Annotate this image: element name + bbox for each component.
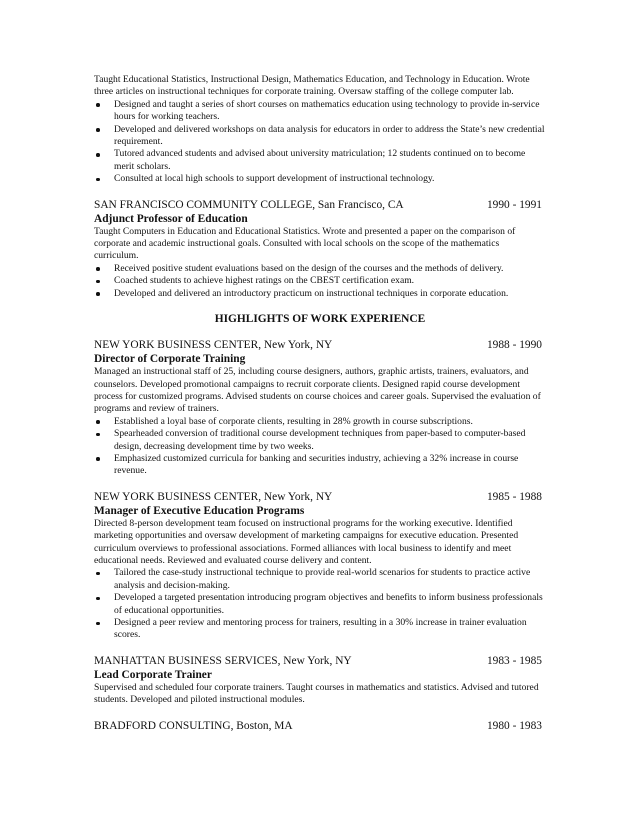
job-header-manhattan [94, 654, 546, 668]
bullet-item: Coached students to achieve highest ratings on the CBEST certification exam. [94, 275, 546, 287]
bullet-item: Tailored the case-study instructional technique to provide real-world scenarios for students to practice active analysis and decision-making. [94, 567, 546, 592]
bullet-item: Consulted at local high schools to support development of instructional technology. [94, 173, 546, 185]
job-title: Manager of Executive Education Programs [94, 504, 305, 517]
job-title: Adjunct Professor of Education [94, 212, 248, 225]
bullet-item: Designed and taught a series of short courses on mathematics education using technology to provide in-service hours for working teachers. [94, 99, 546, 124]
bullet-item: Emphasized customized curricula for banking and securities industry, achieving a 32% increase in course revenue. [94, 453, 546, 478]
job-summary: Taught Computers in Education and Educational Statistics. Wrote and presented a paper on the comparison of corporate and academic instructional goals. Consulted with local schools on the scope of the mathematics curriculum. [94, 225, 516, 262]
resume-page [94, 74, 546, 733]
job-header-nybc-director [94, 338, 546, 352]
intro-bullet-list [94, 99, 546, 186]
job-dates: 1985 - 1988 [486, 490, 542, 503]
bullet-item: Designed a peer review and mentoring process for trainers, resulting in a 30% increase in trainer evaluation scores. [94, 617, 546, 642]
job-summary: Managed an instructional staff of 25, including course designers, authors, graphic artists, trainers, evaluators, and counselors. Developed promotional campaigns to recruit corporate clients. Designed rapid course development process for customized programs. Advised students on course choices and career goals. Supervised the evaluation of programs and review of trainers. [94, 366, 541, 415]
employer: BRADFORD CONSULTING, Boston, MA [94, 719, 293, 732]
intro-paragraph: Taught Educational Statistics, Instructional Design, Mathematics Education, and Technology in Education. Wrote three articles on instructional techniques for corporate training. Oversaw staffing of the college computer lab. [94, 74, 530, 98]
job-title: Director of Corporate Training [94, 353, 246, 366]
job-summary: Supervised and scheduled four corporate trainers. Taught courses in mathematics and statistics. Advised and tutored students. Developed and piloted instructional modules. [94, 681, 539, 706]
job-header-sfcc [94, 198, 546, 212]
employer: SAN FRANCISCO COMMUNITY COLLEGE, San Francisco, CA [94, 198, 404, 211]
bullet-item: Received positive student evaluations based on the design of the courses and the methods of delivery. [94, 263, 546, 275]
job-title: Lead Corporate Trainer [94, 668, 212, 681]
bullet-item: Developed and delivered workshops on data analysis for educators in order to address the State’s new credential requirement. [94, 124, 546, 149]
sfcc-bullet-list [94, 263, 546, 300]
job-header-nybc-manager [94, 490, 546, 504]
job-dates: 1990 - 1991 [486, 198, 542, 211]
job-dates: 1983 - 1985 [486, 654, 542, 667]
employer: NEW YORK BUSINESS CENTER, New York, NY [94, 339, 333, 352]
job-summary: Directed 8-person development team focused on instructional programs for the working executive. Identified marketing opportunities and oversaw development of marketing campaigns for executive education. Presented curriculum overviews to professional associations. Formed alliances with local business to identify and meet educational needs. Reviewed and evaluated course delivery and content. [94, 517, 519, 566]
job-dates: 1988 - 1990 [486, 339, 542, 352]
nybc-manager-bullet-list [94, 567, 546, 641]
job-dates: 1980 - 1983 [486, 719, 542, 732]
employer: NEW YORK BUSINESS CENTER, New York, NY [94, 490, 333, 503]
employer: MANHATTAN BUSINESS SERVICES, New York, NY [94, 654, 352, 667]
nybc-director-bullet-list [94, 416, 546, 478]
bullet-item: Spearheaded conversion of traditional course development techniques from paper-based to computer-based design, decreasing development time by two weeks. [94, 428, 546, 453]
bullet-item: Developed and delivered an introductory practicum on instructional techniques in corporate education. [94, 288, 546, 300]
section-heading: HIGHLIGHTS OF WORK EXPERIENCE [214, 313, 426, 326]
job-header-bradford [94, 719, 546, 733]
bullet-item: Tutored advanced students and advised about university matriculation; 12 students continued on to become merit scholars. [94, 148, 546, 173]
bullet-item: Developed a targeted presentation introducing program objectives and benefits to inform business professionals of educational opportunities. [94, 592, 546, 617]
bullet-item: Established a loyal base of corporate clients, resulting in 28% growth in course subscriptions. [94, 416, 546, 428]
